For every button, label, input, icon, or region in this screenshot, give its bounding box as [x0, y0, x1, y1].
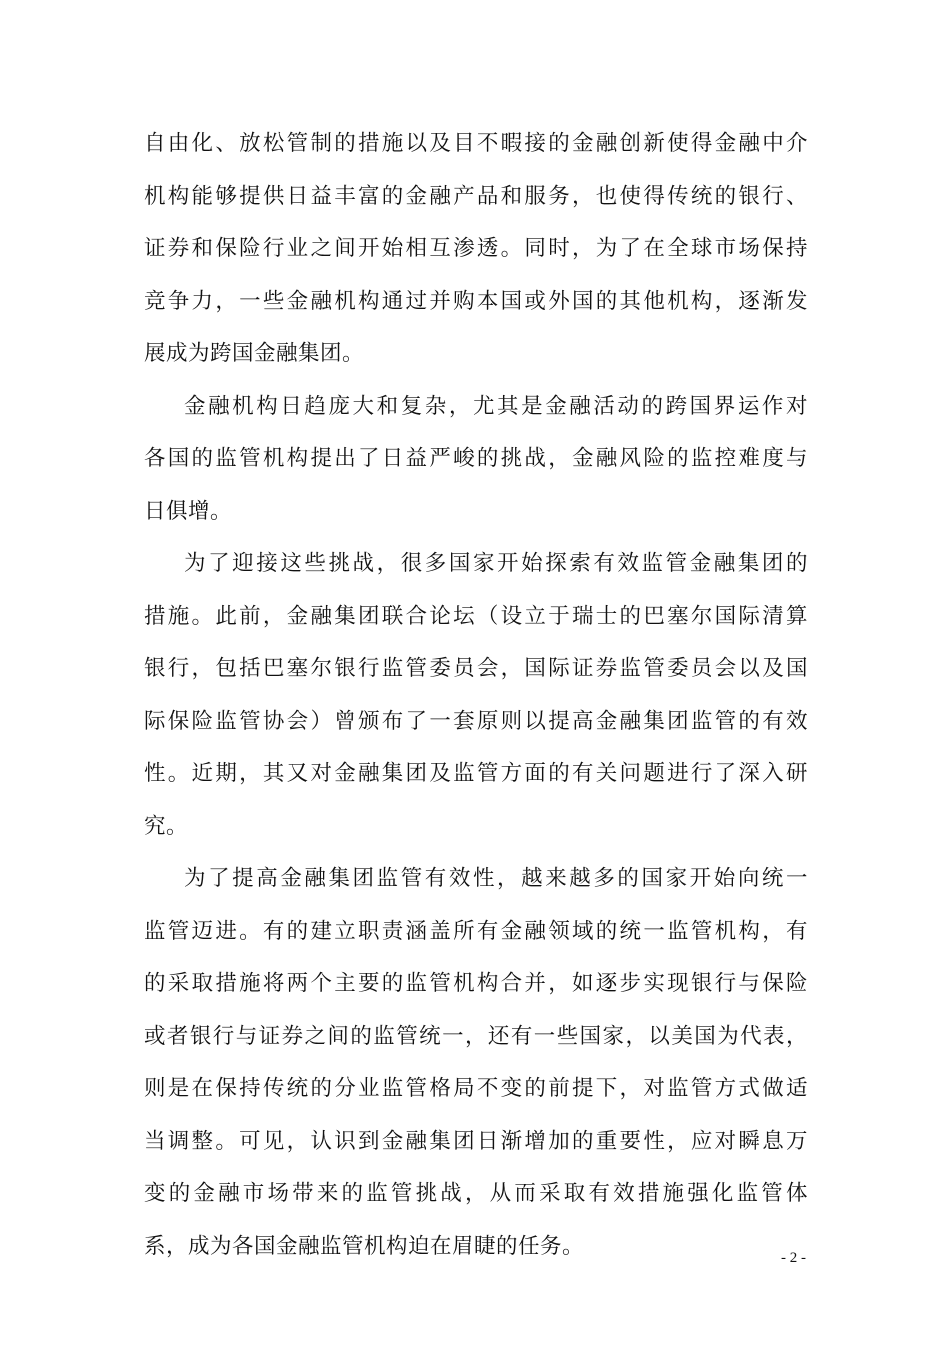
text-line: 机构能够提供日益丰富的金融产品和服务，也使得传统的银行、 — [144, 183, 808, 209]
text-line: 金融机构日趋庞大和复杂，尤其是金融活动的跨国界运作对 — [184, 393, 808, 419]
text-line: 际保险监管协会）曾颁布了一套原则以提高金融集团监管的有效 — [144, 708, 808, 734]
text-line: 措施。此前，金融集团联合论坛（设立于瑞士的巴塞尔国际清算 — [144, 603, 808, 629]
text-line: 自由化、放松管制的措施以及目不暇接的金融创新使得金融中介 — [144, 131, 808, 156]
text-line: 系，成为各国金融监管机构迫在眉睫的任务。 — [144, 1233, 585, 1259]
text-line: 的采取措施将两个主要的监管机构合并，如逐步实现银行与保险 — [144, 971, 808, 996]
text-line: 为了提高金融集团监管有效性，越来越多的国家开始向统一 — [184, 866, 808, 891]
text-line: 为了迎接这些挑战，很多国家开始探索有效监管金融集团的 — [184, 551, 808, 576]
page-number: - 2 - — [781, 1250, 806, 1266]
text-line: 性。近期，其又对金融集团及监管方面的有关问题进行了深入研 — [144, 761, 808, 786]
text-line: 竞争力，一些金融机构通过并购本国或外国的其他机构，逐渐发 — [144, 288, 808, 314]
text-line: 变的金融市场带来的监管挑战，从而采取有效措施强化监管体 — [144, 1181, 808, 1206]
text-line: 各国的监管机构提出了日益严峻的挑战，金融风险的监控难度与 — [144, 446, 808, 471]
paragraph-3 — [144, 538, 808, 853]
text-line: 证券和保险行业之间开始相互渗透。同时，为了在全球市场保持 — [144, 236, 808, 261]
paragraph-1 — [144, 118, 808, 381]
text-line: 监管迈进。有的建立职责涵盖所有金融领域的统一监管机构，有 — [144, 918, 808, 944]
paragraph-4 — [144, 853, 808, 1273]
text-line: 则是在保持传统的分业监管格局不变的前提下，对监管方式做适 — [144, 1076, 808, 1101]
text-line: 展成为跨国金融集团。 — [144, 341, 365, 366]
text-line: 银行，包括巴塞尔银行监管委员会，国际证券监管委员会以及国 — [144, 656, 808, 681]
paragraph-2 — [144, 381, 808, 539]
text-line: 究。 — [144, 813, 189, 839]
document-body — [144, 118, 808, 1273]
text-line: 当调整。可见，认识到金融集团日渐增加的重要性，应对瞬息万 — [144, 1128, 808, 1154]
text-line: 或者银行与证券之间的监管统一，还有一些国家，以美国为代表， — [144, 1023, 808, 1049]
text-line: 日俱增。 — [144, 498, 233, 524]
